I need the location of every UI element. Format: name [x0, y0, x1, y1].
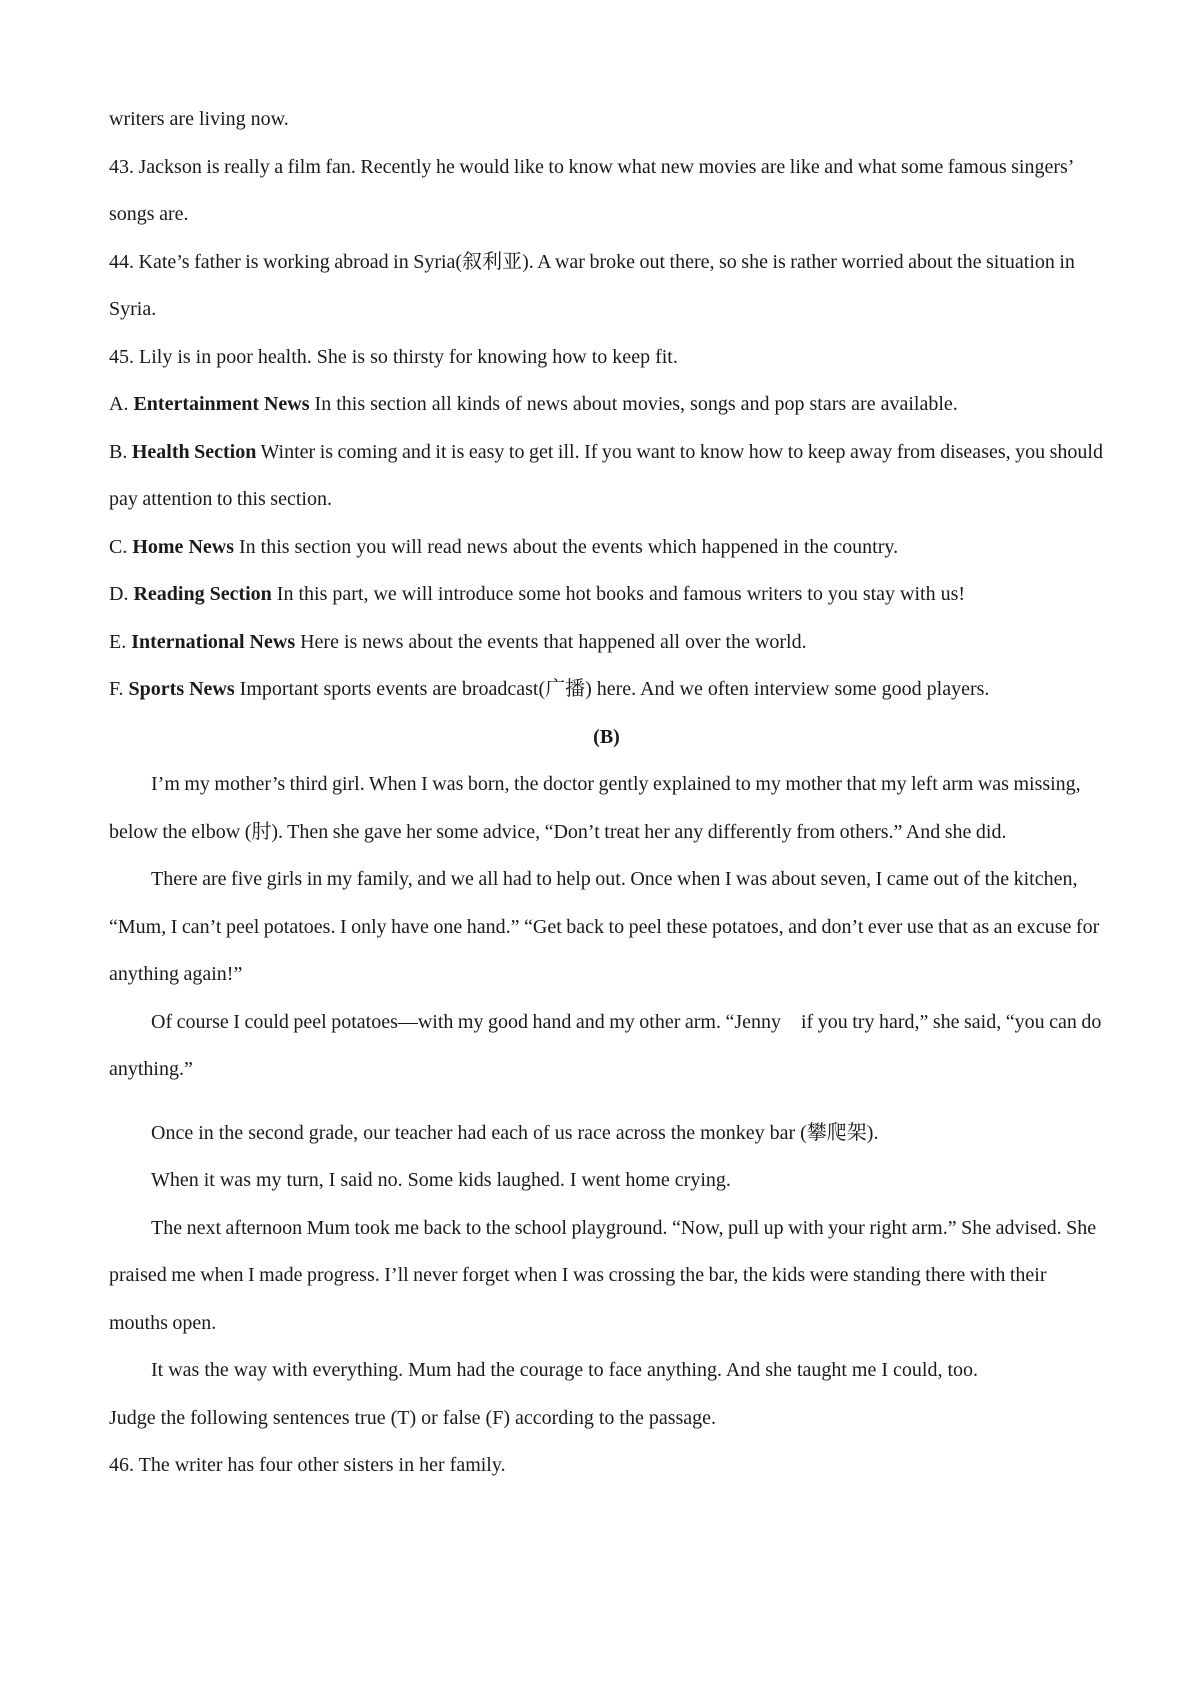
option-text: Winter is coming and it is easy to get ill. If you want to know how to keep away from diseases, you should pay attention to this section. [109, 440, 1103, 510]
option-letter: A. [109, 393, 129, 415]
option-title: Home News [132, 535, 234, 558]
passage-paragraph: Of course I could peel potatoes—with my good hand and my other arm. “Jenny if you try hard,” she said, “you can do anything.” [109, 1010, 1102, 1080]
passage-paragraph: I’m my mother’s third girl. When I was born, the doctor gently explained to my mother that my left arm was missing, below the elbow (肘). Then she gave her some advice, “Don’t treat her any differently from others.” And she did. [109, 773, 1081, 843]
option-text: In this section all kinds of news about movies, songs and pop stars are available. [314, 393, 958, 415]
passage-paragraph: It was the way with everything. Mum had the courage to face anything. And she taught me I could, too. [151, 1359, 979, 1381]
passage-paragraph: Once in the second grade, our teacher had each of us race across the monkey bar (攀爬架). [151, 1121, 879, 1144]
section-heading: (B) [593, 725, 620, 748]
option-a [109, 381, 1104, 429]
option-title: Sports News [128, 678, 235, 700]
option-title: Reading Section [133, 583, 272, 605]
question-43: 43. Jackson is really a film fan. Recently he would like to know what new movies are like and what some famous singers’ songs are. [109, 155, 1073, 225]
option-title: Health Section [131, 440, 257, 463]
option-b [109, 429, 1104, 524]
passage-paragraph: When it was my turn, I said no. Some kids laughed. I went home crying. [151, 1169, 731, 1191]
question-text: writers are living now. [109, 108, 289, 130]
option-letter: E. [109, 630, 127, 653]
option-text: Here is news about the events that happened all over the world. [300, 630, 807, 653]
option-title: International News [131, 630, 296, 653]
document-page [109, 96, 1104, 1490]
passage-paragraph: The next afternoon Mum took me back to the school playground. “Now, pull up with your right arm.” She advised. She praised me when I made progress. I’ll never forget when I was crossing the bar, the kids were standing there with their mouths open. [109, 1216, 1097, 1334]
option-text: Important sports events are broadcast(广播) here. And we often interview some good players. [239, 678, 990, 700]
question-46: 46. The writer has four other sisters in her family. [109, 1454, 506, 1476]
option-d [109, 571, 1104, 619]
option-c [109, 524, 1104, 572]
option-e [109, 619, 1104, 667]
passage-paragraph: There are five girls in my family, and we all had to help out. Once when I was about seven, I came out of the kitchen, “Mum, I can’t peel potatoes. I only have one hand.” “Get back to peel these potatoes, and don’t ever use that as an excuse for anything again!” [109, 868, 1100, 985]
option-text: In this section you will read news about the events which happened in the country. [238, 535, 899, 558]
option-letter: B. [109, 440, 128, 463]
option-text: In this part, we will introduce some hot books and famous writers to you stay with us! [276, 583, 966, 605]
question-44: 44. Kate’s father is working abroad in Syria(叙利亚). A war broke out there, so she is rather worried about the situation in Syria. [109, 250, 1075, 320]
option-letter: F. [109, 678, 124, 700]
question-45: 45. Lily is in poor health. She is so thirsty for knowing how to keep fit. [109, 345, 678, 368]
instruction-text: Judge the following sentences true (T) or false (F) according to the passage. [109, 1406, 717, 1429]
option-letter: D. [109, 583, 129, 605]
option-letter: C. [109, 535, 128, 558]
option-f [109, 666, 1104, 714]
option-title: Entertainment News [133, 393, 310, 415]
